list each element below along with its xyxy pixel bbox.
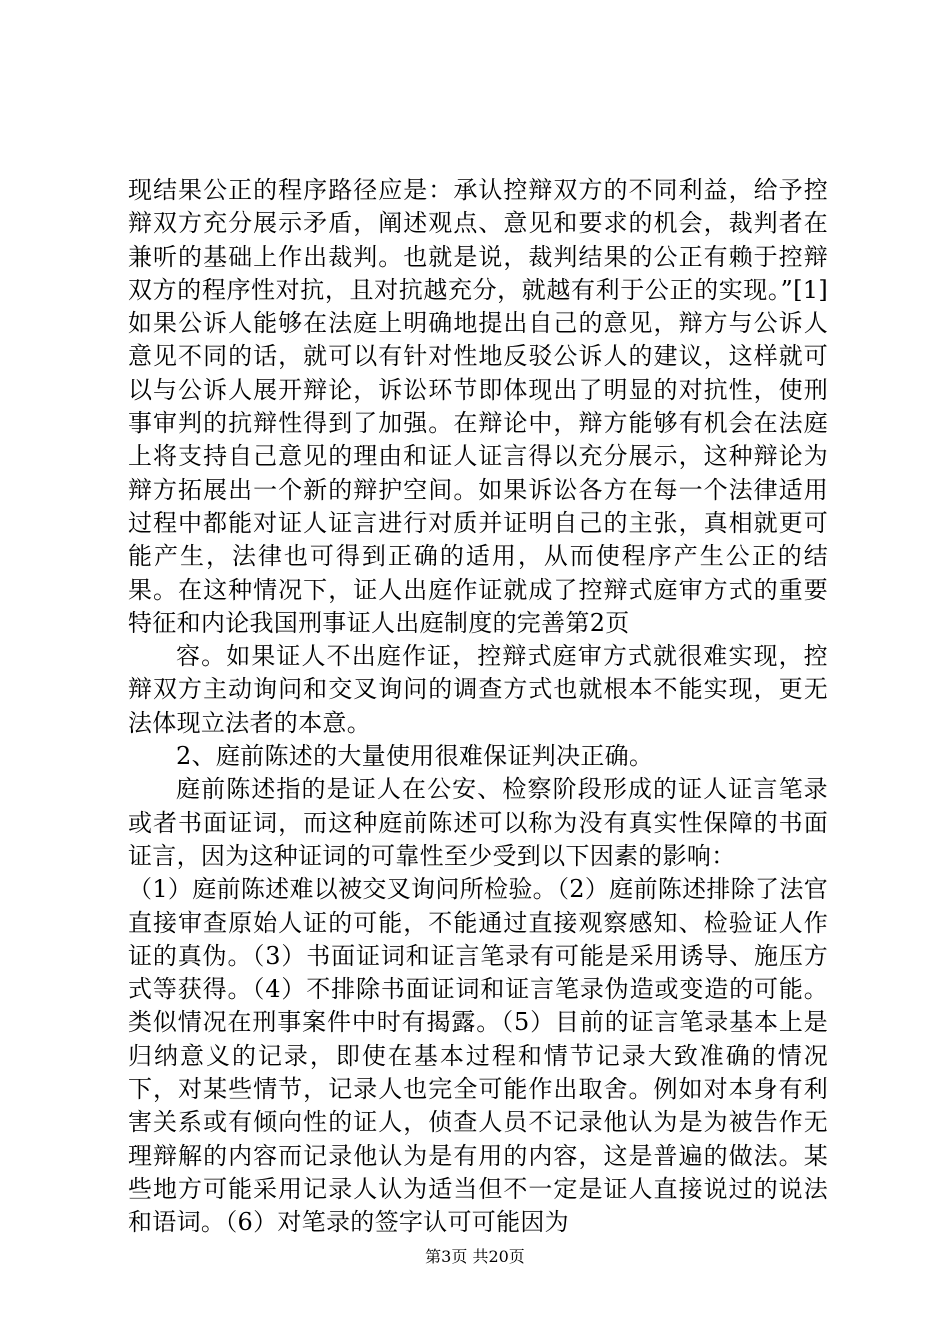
page-footer — [0, 1244, 950, 1267]
paragraph-p2: 容。如果证人不出庭作证，控辩式庭审方式就很难实现，控辩双方主动询问和交叉询问的调查方式也就根本不能实现，更无法体现立法者的本意。 — [128, 642, 828, 737]
paragraph-p3: 2、庭前陈述的大量使用很难保证判决正确。 — [176, 742, 654, 771]
page-number-label: 第3页 共20页 — [425, 1247, 525, 1266]
paragraph-p1: 现结果公正的程序路径应是：承认控辩双方的不同利益，给予控辩双方充分展示矛盾，阐述观点、意见和要求的机会，裁判者在兼听的基础上作出裁判。也就是说，裁判结果的公正有赖于控辩双方的程序性对抗，且对抗越充分，就越有利于公正的实现。”[1]如果公诉人能够在法庭上明确地提出自己的意见，辩方与公诉人意见不同的话，就可以有针对性地反驳公诉人的建议，这样就可以与公诉人展开辩论，诉讼环节即体现出了明显的对抗性，使刑事审判的抗辩性得到了加强。在辩论中，辩方能够有机会在法庭上将支持自己意见的理由和证人证言得以充分展示，这种辩论为辩方拓展出一个新的辩护空间。如果诉讼各方在每一个法律适用过程中都能对证人证言进行对质并证明自己的主张，真相就更可能产生，法律也可得到正确的适用，从而使程序产生公正的结果。在这种情况下，证人出庭作证就成了控辩式庭审方式的重要特征和内论我国刑事证人出庭制度的完善第2页 — [128, 176, 828, 637]
paragraph-p4: 庭前陈述指的是证人在公安、检察阶段形成的证人证言笔录或者书面证词，而这种庭前陈述可以称为没有真实性保障的书面证言，因为这种证词的可靠性至少受到以下因素的影响： — [128, 775, 828, 870]
paragraph-p5: （1）庭前陈述难以被交叉询问所检验。（2）庭前陈述排除了法官直接审查原始人证的可能，不能通过直接观察感知、检验证人作证的真伪。（3）书面证词和证言笔录有可能是采用诱导、施压方式等获得。（4）不排除书面证词和证言笔录伪造或变造的可能。类似情况在刑事案件中时有揭露。（5）目前的证言笔录基本上是归纳意义的记录，即使在基本过程和情节记录大致准确的情况下，对某些情节，记录人也完全可能作出取舍。例如对本身有利害关系或有倾向性的证人，侦查人员不记录他认为是为被告作无理辩解的内容而记录他认为是有用的内容，这是普遍的做法。某些地方可能采用记录人认为适当但不一定是证人直接说过的说法和语词。（6）对笔录的签字认可可能因为 — [128, 875, 828, 1237]
document-body — [128, 174, 828, 1240]
